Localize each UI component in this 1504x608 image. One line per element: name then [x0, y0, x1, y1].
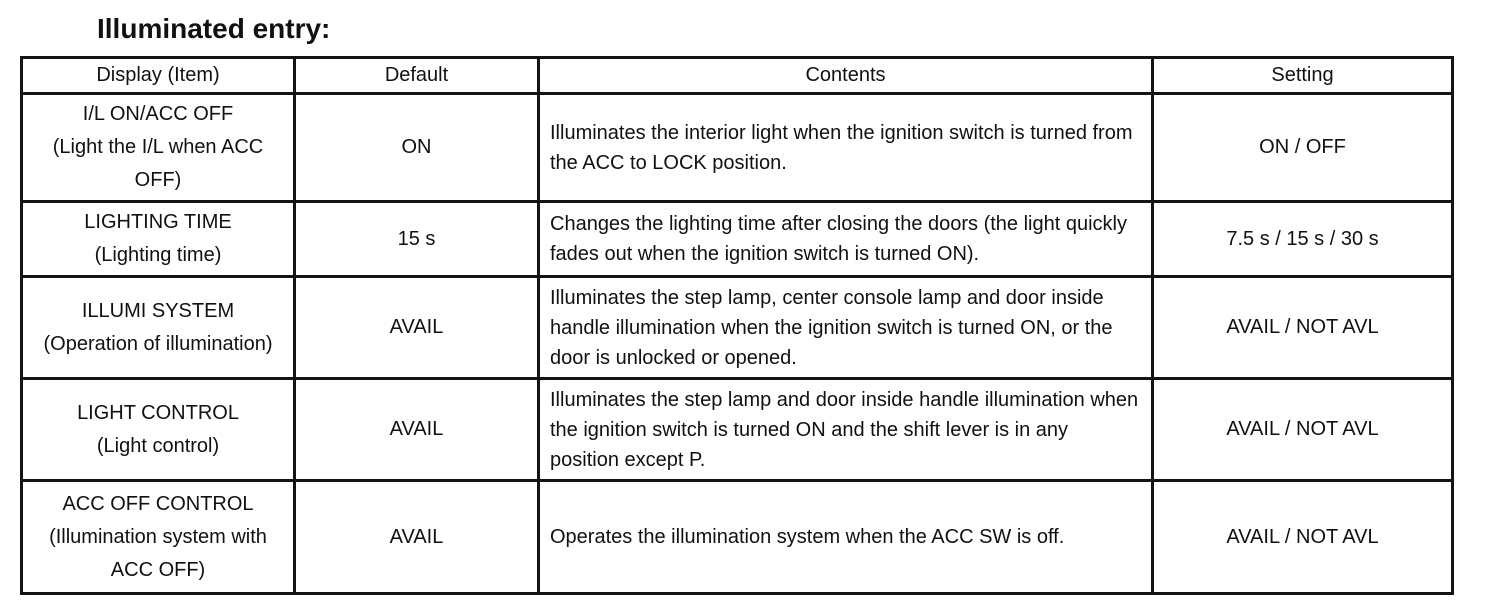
table-row	[22, 94, 1453, 202]
illuminated-entry-table-wrapper	[20, 56, 1451, 595]
contents-cell: Operates the illumination system when the ACC SW is off.	[539, 481, 1153, 594]
table-row	[22, 277, 1453, 379]
display-item-cell	[22, 379, 295, 481]
column-header-contents: Contents	[539, 58, 1153, 94]
table-row	[22, 202, 1453, 277]
default-value-cell: ON	[295, 94, 539, 202]
default-value-cell: AVAIL	[295, 277, 539, 379]
contents-cell: Illuminates the interior light when the ignition switch is turned from the ACC to LOCK position.	[539, 94, 1153, 202]
table-header-row	[22, 58, 1453, 94]
page-title: Illuminated entry:	[97, 13, 331, 44]
display-item-description: (Lighting time)	[94, 244, 222, 266]
display-item-description: (Light control)	[96, 434, 220, 457]
default-value-cell: 15 s	[295, 202, 539, 277]
contents-cell: Illuminates the step lamp and door inside handle illumination when the ignition switch is turned ON and the shift lever is in any position except P.	[539, 379, 1153, 481]
setting-options-cell: AVAIL / NOT AVL	[1153, 481, 1453, 594]
display-item-description: (Illumination system with ACC OFF)	[49, 525, 267, 581]
table-row	[22, 379, 1453, 481]
display-item-cell	[22, 277, 295, 379]
setting-options-cell: ON / OFF	[1153, 94, 1453, 202]
default-value-cell: AVAIL	[295, 379, 539, 481]
display-item-name: ILLUMI SYSTEM	[81, 299, 235, 322]
display-item-name: LIGHT CONTROL	[77, 401, 239, 424]
setting-options-cell: 7.5 s / 15 s / 30 s	[1153, 202, 1453, 277]
setting-options-cell: AVAIL / NOT AVL	[1153, 277, 1453, 379]
setting-options-cell: AVAIL / NOT AVL	[1153, 379, 1453, 481]
display-item-name: ACC OFF CONTROL	[62, 492, 254, 515]
display-item-cell	[22, 94, 295, 202]
table-row	[22, 481, 1453, 594]
column-header-setting: Setting	[1153, 58, 1453, 94]
contents-cell: Illuminates the step lamp, center console lamp and door inside handle illumination when the ignition switch is turned ON, or the door is unlocked or opened.	[539, 277, 1153, 379]
display-item-description: (Light the I/L when ACC OFF)	[52, 136, 264, 191]
default-value-cell: AVAIL	[295, 481, 539, 594]
illuminated-entry-table	[20, 56, 1454, 595]
column-header-display-item: Display (Item)	[22, 58, 295, 94]
column-header-default: Default	[295, 58, 539, 94]
display-item-description: (Operation of illumination)	[43, 332, 273, 355]
display-item-name: I/L ON/ACC OFF	[82, 103, 234, 125]
display-item-name: LIGHTING TIME	[84, 211, 232, 233]
display-item-cell	[22, 202, 295, 277]
contents-cell: Changes the lighting time after closing the doors (the light quickly fades out when the ignition switch is turned ON).	[539, 202, 1153, 277]
display-item-cell	[22, 481, 295, 594]
